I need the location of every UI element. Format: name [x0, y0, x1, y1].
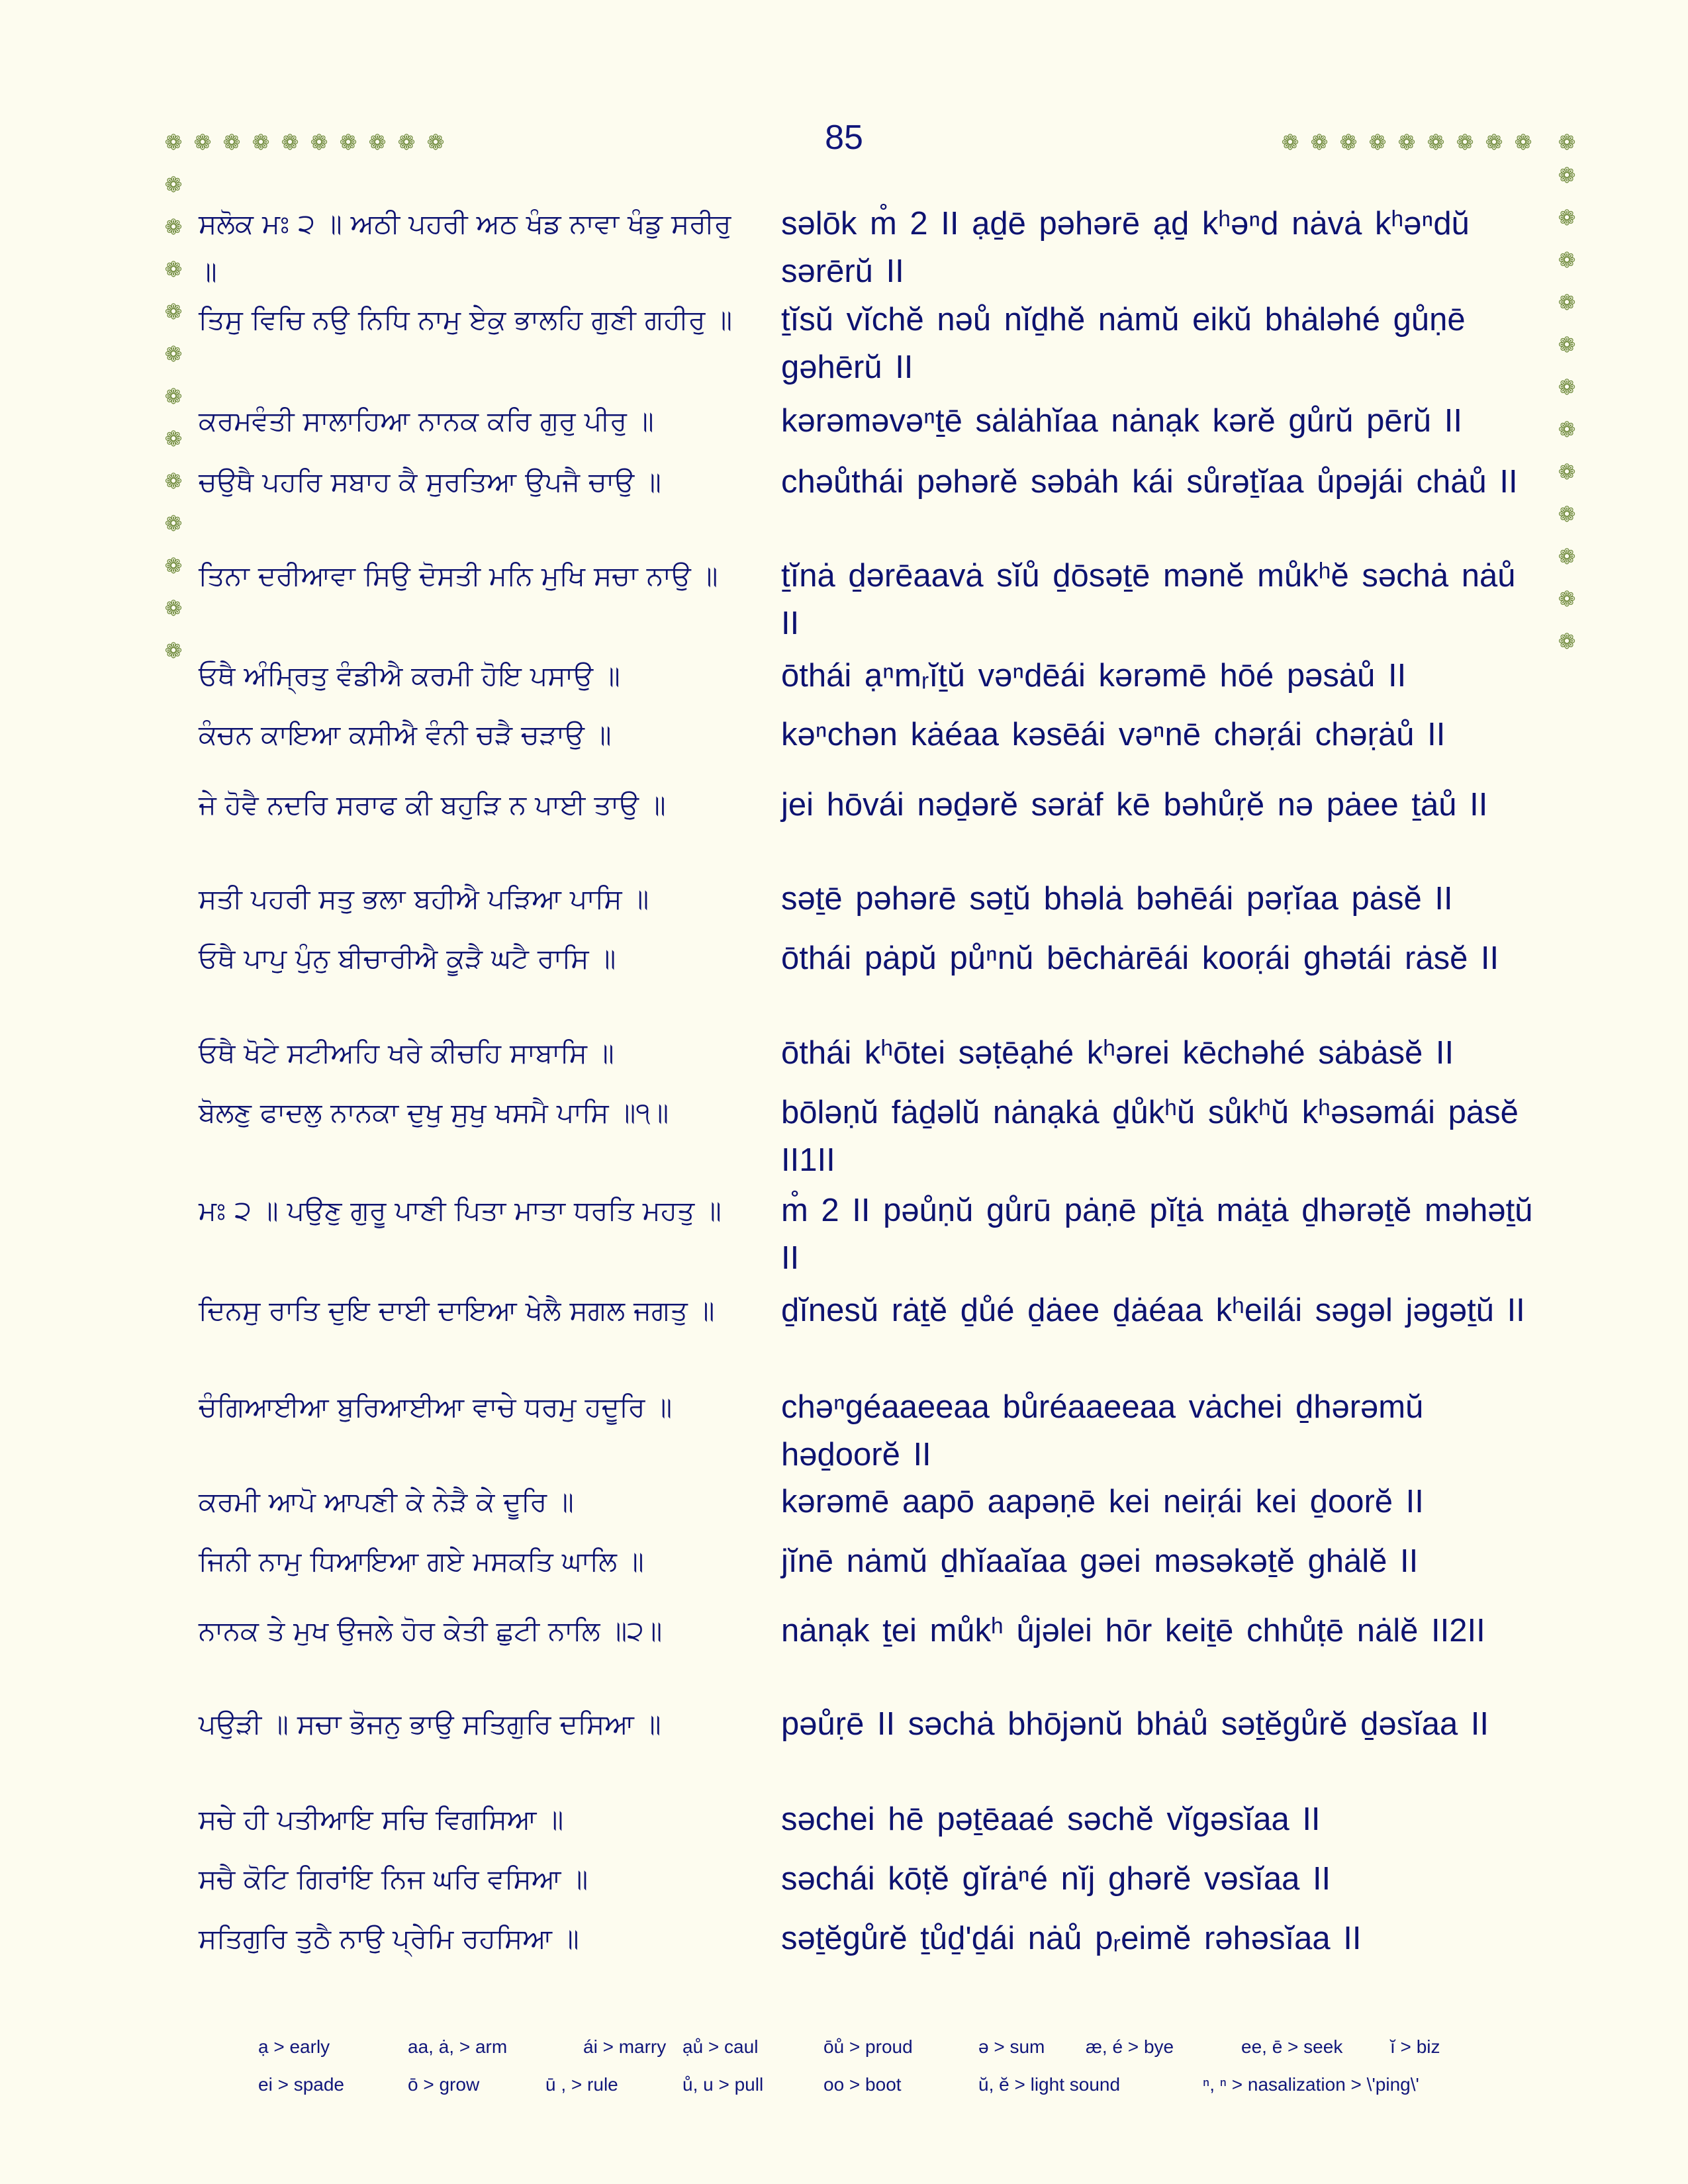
transliteration-line: səchei hē pəṯēaaé səchĕ vĭgəsĭaa II: [781, 1801, 1321, 1837]
flower-icon: ❁: [1485, 130, 1503, 155]
gurmukhi-line: ਬੋਲਣੁ ਫਾਦਲੁ ਨਾਨਕਾ ਦੁਖੁ ਸੁਖੁ ਖਸਮੈ ਪਾਸਿ ॥੧॥: [199, 1097, 669, 1128]
gurmukhi-line: ਨਾਨਕ ਤੇ ਮੁਖ ਉਜਲੇ ਹੋਰ ਕੇਤੀ ਛੁਟੀ ਨਾਲਿ ॥੨॥: [199, 1615, 663, 1647]
legend-item: ạů > caul: [682, 2036, 759, 2057]
flower-icon: ❁: [1558, 629, 1576, 654]
flower-icon: ❁: [1558, 502, 1576, 527]
legend-item: ū , > rule: [545, 2074, 618, 2095]
legend-item: ōů > proud: [823, 2036, 913, 2057]
flower-icon: ❁: [164, 341, 183, 367]
legend-item: ō > grow: [408, 2074, 480, 2095]
gurmukhi-line: ਜੇ ਹੋਵੈ ਨਦਰਿ ਸਰਾਫ ਕੀ ਬਹੁੜਿ ਨ ਪਾਈ ਤਾਉ ॥: [199, 789, 666, 821]
transliteration-line: m̊ 2 II pəůṇŭ gůrū pȧṇē pĭṯȧ mȧṯȧ ḏhərəṯĕ məhəṯŭ II: [781, 1193, 1533, 1276]
transliteration-line: ōthái ạⁿmᵣĭṯŭ vəⁿdēái kərəmē hōé pəsȧů II: [781, 658, 1407, 694]
transliteration-line: kərəməvəⁿṯē sȧlȧhĭaa nȧnạk kərĕ gůrŭ pērŭ II: [781, 403, 1463, 439]
gurmukhi-line: ਤਿਨਾ ਦਰੀਆਵਾ ਸਿਉ ਦੋਸਤੀ ਮਨਿ ਮੁਖਿ ਸਚਾ ਨਾਉ ॥: [199, 560, 718, 592]
transliteration-line: nȧnạk ṯei můkʰ ůjəlei hōr keiṯē chhůṭē nȧlĕ II2II: [781, 1613, 1485, 1649]
gurmukhi-line: ਓਥੈ ਅੰਮ੍ਰਿਤੁ ਵੰਡੀਐ ਕਰਮੀ ਹੋਇ ਪਸਾਉ ॥: [199, 660, 620, 692]
transliteration-line: ṯĭnȧ ḏərēaavȧ sĭů ḏōsəṯē mənĕ můkʰĕ səchȧ nȧů II: [781, 558, 1516, 641]
gurmukhi-line: ਕੰਚਨ ਕਾਇਆ ਕਸੀਐ ਵੰਨੀ ਚੜੈ ਚੜਾਉ ॥: [199, 719, 612, 751]
page-number: 85: [825, 118, 863, 157]
legend-item: aa, ȧ, > arm: [408, 2036, 508, 2057]
flower-icon: ❁: [397, 130, 416, 155]
gurmukhi-line: ਦਿਨਸੁ ਰਾਤਿ ਦੁਇ ਦਾਈ ਦਾਇਆ ਖੇਲੈ ਸਗਲ ਜਗਤੁ ॥: [199, 1295, 715, 1326]
gurmukhi-line: ਚੰਗਿਆਈਆ ਬੁਰਿਆਈਆ ਵਾਚੇ ਧਰਮੁ ਹਦੂਰਿ ॥: [199, 1391, 673, 1423]
gurmukhi-line: ਪਉੜੀ ॥ ਸਚਾ ਭੋਜਨੁ ਭਾਉ ਸਤਿਗੁਰਿ ਦਸਿਆ ॥: [199, 1708, 661, 1740]
legend-item: ei > spade: [258, 2074, 344, 2095]
gurmukhi-line: ਸਤੀ ਪਹਰੀ ਸਤੁ ਭਲਾ ਬਹੀਐ ਪੜਿਆ ਪਾਸਿ ॥: [199, 883, 649, 915]
flower-icon: ❁: [1558, 586, 1576, 612]
transliteration-line: ṯĭsŭ vĭchĕ nəů nĭḏhĕ nȧmŭ eikŭ bhȧləhé gůṇē gəhērŭ II: [781, 302, 1466, 385]
transliteration-line: kərəmē aapō aapəṇē kei neiṛái kei ḏoorĕ II: [781, 1484, 1424, 1520]
transliteration-line: səṯē pəhərē səṯŭ bhəlȧ bəhēái pəṛĭaa pȧsĕ II: [781, 881, 1453, 917]
flower-icon: ❁: [1558, 375, 1576, 400]
flower-icon: ❁: [1558, 163, 1576, 188]
legend-item: ə > sum: [978, 2036, 1045, 2057]
flower-icon: ❁: [310, 130, 328, 155]
transliteration-line: səṯĕgůrĕ ṯůḏ'ḏái nȧů pᵣeimĕ rəhəsĭaa II: [781, 1921, 1362, 1956]
flower-icon: ❁: [193, 130, 212, 155]
flower-icon: ❁: [1558, 544, 1576, 569]
flower-icon: ❁: [1310, 130, 1329, 155]
transliteration-line: səlōk m̊ 2 II ạḏē pəhərē ạḏ kʰəⁿd nȧvȧ kʰəⁿdŭ sərērŭ II: [781, 206, 1470, 289]
flower-icon: ❁: [164, 172, 183, 197]
gurmukhi-line: ਤਿਸੁ ਵਿਚਿ ਨਉ ਨਿਧਿ ਨਾਮੁ ਏਕੁ ਭਾਲਹਿ ਗੁਣੀ ਗਹੀਰੁ ॥: [199, 304, 733, 336]
flower-icon: ❁: [164, 214, 183, 240]
flower-icon: ❁: [164, 130, 183, 155]
gurmukhi-line: ਚਉਥੈ ਪਹਰਿ ਸਬਾਹ ਕੈ ਸੁਰਤਿਆ ਉਪਜੈ ਚਾਉ ॥: [199, 466, 661, 498]
legend-item: ee, ē > seek: [1241, 2036, 1343, 2057]
legend-item: ů, u > pull: [682, 2074, 764, 2095]
flower-icon: ❁: [368, 130, 387, 155]
flower-icon: ❁: [426, 130, 445, 155]
legend-item: oo > boot: [823, 2074, 902, 2095]
transliteration-line: jĭnē nȧmŭ ḏhĭaaĭaa gəei məsəkəṯĕ ghȧlĕ II: [781, 1543, 1419, 1579]
transliteration-line: ōthái pȧpŭ půⁿnŭ bēchȧrēái kooṛái ghətái rȧsĕ II: [781, 940, 1499, 976]
transliteration-line: ōthái kʰōtei səṭēạhé kʰərei kēchəhé sȧbȧsĕ II: [781, 1035, 1454, 1071]
flower-icon: ❁: [164, 596, 183, 621]
legend-item: æ, é > bye: [1086, 2036, 1174, 2057]
transliteration-line: bōləṇŭ fȧḏəlŭ nȧnạkȧ ḏůkʰŭ sůkʰŭ kʰəsəmái pȧsĕ II1II: [781, 1095, 1519, 1178]
flower-icon: ❁: [1558, 248, 1576, 273]
flower-icon: ❁: [164, 384, 183, 409]
flower-icon: ❁: [281, 130, 299, 155]
gurmukhi-line: ਕਰਮਵੰਤੀ ਸਾਲਾਹਿਆ ਨਾਨਕ ਕਰਿ ਗੁਰੁ ਪੀਰੁ ॥: [199, 405, 654, 437]
flower-icon: ❁: [339, 130, 357, 155]
flower-icon: ❁: [1558, 459, 1576, 484]
gurmukhi-line: ਜਿਨੀ ਨਾਮੁ ਧਿਆਇਆ ਗਏ ਮਸਕਤਿ ਘਾਲਿ ॥: [199, 1545, 644, 1577]
flower-icon: ❁: [164, 299, 183, 324]
legend-item: ⁿ, ⁿ > nasalization > \'ping\': [1203, 2074, 1419, 2095]
transliteration-line: ḏĭnesŭ rȧṯĕ ḏůé ḏȧee ḏȧéaa kʰeilái səgəl jəgəṯŭ II: [781, 1293, 1525, 1328]
gurmukhi-line: ਓਥੈ ਪਾਪੁ ਪੁੰਨੁ ਬੀਚਾਰੀਐ ਕੂੜੈ ਘਟੈ ਰਾਸਿ ॥: [199, 942, 616, 974]
flower-icon: ❁: [164, 257, 183, 282]
gurmukhi-line: ਸਲੋਕ ਮਃ ੨ ॥ ਅਠੀ ਪਹਰੀ ਅਠ ਖੰਡ ਨਾਵਾ ਖੰਡੁ ਸਰੀਰੁ ॥: [199, 208, 731, 287]
legend-item: ạ > early: [258, 2036, 330, 2057]
flower-icon: ❁: [1339, 130, 1358, 155]
transliteration-line: səchái kōṭĕ gĭrȧⁿé nĭj ghərĕ vəsĭaa II: [781, 1861, 1331, 1897]
flower-icon: ❁: [252, 130, 270, 155]
legend-item: ái > marry: [583, 2036, 667, 2057]
flower-icon: ❁: [164, 553, 183, 578]
gurmukhi-line: ਸਤਿਗੁਰਿ ਤੁਠੈ ਨਾਉ ਪ੍ਰੇਮਿ ਰਹਸਿਆ ॥: [199, 1923, 579, 1954]
flower-icon: ❁: [1281, 130, 1299, 155]
transliteration-line: chəⁿgéaaeeaa bůréaaeeaa vȧchei ḏhərəmŭ həḏoorĕ II: [781, 1389, 1424, 1473]
flower-icon: ❁: [164, 426, 183, 451]
flower-icon: ❁: [222, 130, 241, 155]
transliteration-line: kəⁿchən kȧéaa kəsēái vəⁿnē chəṛái chəṛȧů II: [781, 717, 1446, 752]
transliteration-line: chəůthái pəhərĕ səbȧh kái sůrəṯĭaa ůpəjái chȧů II: [781, 464, 1518, 500]
flower-icon: ❁: [1427, 130, 1445, 155]
transliteration-line: pəůṛē II səchȧ bhōjənŭ bhȧů səṯĕgůrĕ ḏəsĭaa II: [781, 1706, 1489, 1742]
flower-icon: ❁: [164, 638, 183, 663]
gurmukhi-line: ਸਚੇ ਹੀ ਪਤੀਆਇ ਸਚਿ ਵਿਗਸਿਆ ॥: [199, 1803, 564, 1835]
transliteration-line: jei hōvái nəḏərĕ sərȧf kē bəhůṛĕ nə pȧee ṯȧů II: [781, 787, 1488, 823]
flower-icon: ❁: [1368, 130, 1387, 155]
gurmukhi-line: ਮਃ ੨ ॥ ਪਉਣੁ ਗੁਰੂ ਪਾਣੀ ਪਿਤਾ ਮਾਤਾ ਧਰਤਿ ਮਹਤੁ ॥: [199, 1195, 722, 1226]
gurmukhi-line: ਓਥੈ ਖੋਟੇ ਸਟੀਅਹਿ ਖਰੇ ਕੀਚਹਿ ਸਾਬਾਸਿ ॥: [199, 1037, 614, 1069]
flower-icon: ❁: [1558, 130, 1576, 155]
flower-icon: ❁: [1456, 130, 1474, 155]
flower-icon: ❁: [1558, 205, 1576, 230]
flower-icon: ❁: [164, 469, 183, 494]
flower-icon: ❁: [164, 511, 183, 536]
flower-icon: ❁: [1397, 130, 1416, 155]
flower-icon: ❁: [1514, 130, 1532, 155]
flower-icon: ❁: [1558, 332, 1576, 357]
legend-item: ĭ > biz: [1390, 2036, 1440, 2057]
gurmukhi-line: ਸਚੈ ਕੋਟਿ ਗਿਰਾਂਇ ਨਿਜ ਘਰਿ ਵਸਿਆ ॥: [199, 1863, 588, 1895]
legend-item: ŭ, ĕ > light sound: [978, 2074, 1121, 2095]
flower-icon: ❁: [1558, 417, 1576, 442]
gurmukhi-line: ਕਰਮੀ ਆਪੋ ਆਪਣੀ ਕੇ ਨੇੜੈ ਕੇ ਦੂਰਿ ॥: [199, 1486, 574, 1518]
flower-icon: ❁: [1558, 290, 1576, 315]
legend-row: [252, 2074, 1509, 2120]
